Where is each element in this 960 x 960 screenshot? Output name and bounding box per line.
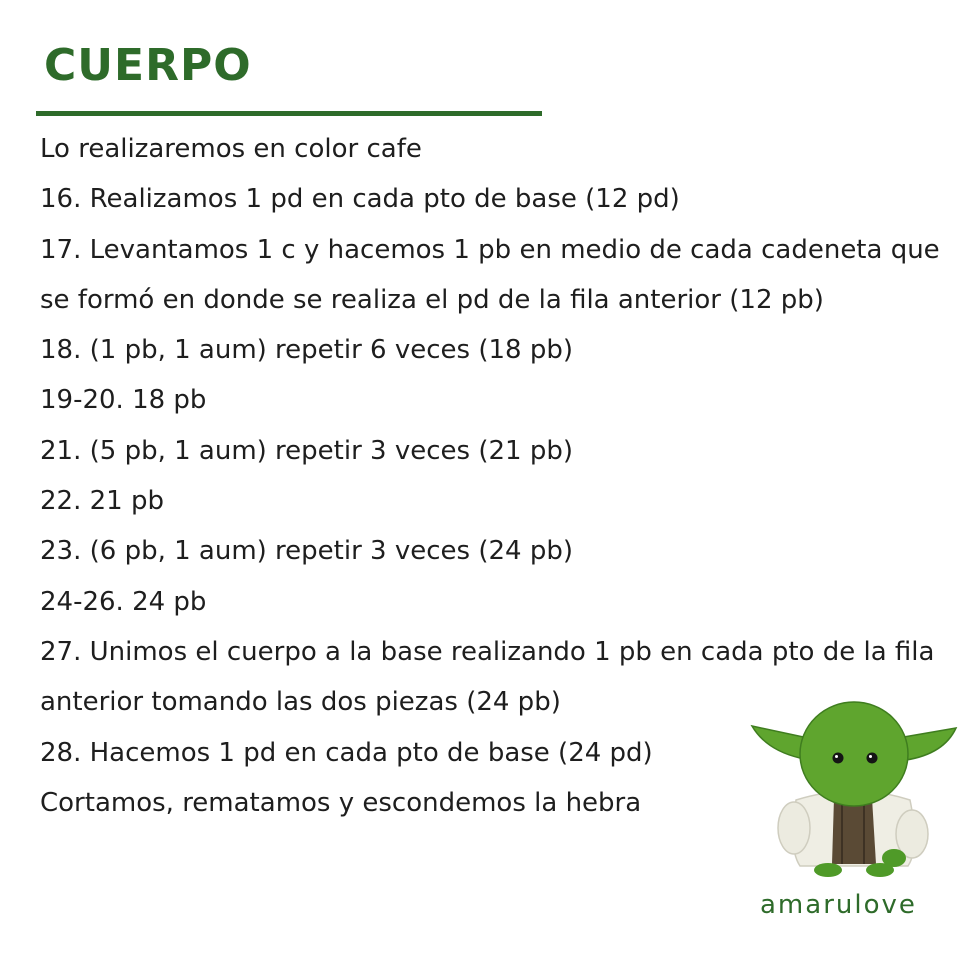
instruction-row-17: 17. Levantamos 1 c y hacemos 1 pb en medio de cada cadeneta que se formó en donde se realiza el pd de la fila anterior (12 pb) [40, 234, 940, 315]
instruction-row-18: 18. (1 pb, 1 aum) repetir 6 veces (18 pb) [40, 335, 573, 366]
closing-line: Cortamos, rematamos y escondemos la hebra [40, 787, 642, 818]
instruction-row-19-20: 19-20. 18 pb [40, 385, 207, 416]
instruction-row-24-26: 24-26. 24 pb [40, 586, 207, 617]
amigurumi-yoda-image [748, 688, 960, 878]
instruction-row-16: 16. Realizamos 1 pd en cada pto de base (12 pd) [40, 184, 680, 215]
intro-line: Lo realizaremos en color cafe [40, 134, 422, 164]
instruction-row-27: 27. Unimos el cuerpo a la base realizando 1 pb en cada pto de la fila anterior tomando las dos piezas (24 pb) [40, 636, 935, 718]
title-underline [36, 111, 542, 116]
instruction-row-21: 21. (5 pb, 1 aum) repetir 3 veces (21 pb) [40, 435, 573, 466]
instruction-row-22: 22. 21 pb [40, 486, 164, 517]
instruction-row-28: 28. Hacemos 1 pd en cada pto de base (24 pd) [40, 737, 653, 768]
instruction-row-23: 23. (6 pb, 1 aum) repetir 3 veces (24 pb) [40, 536, 573, 567]
brand-watermark: amarulove [760, 890, 917, 920]
page-title: CUERPO [44, 40, 252, 91]
